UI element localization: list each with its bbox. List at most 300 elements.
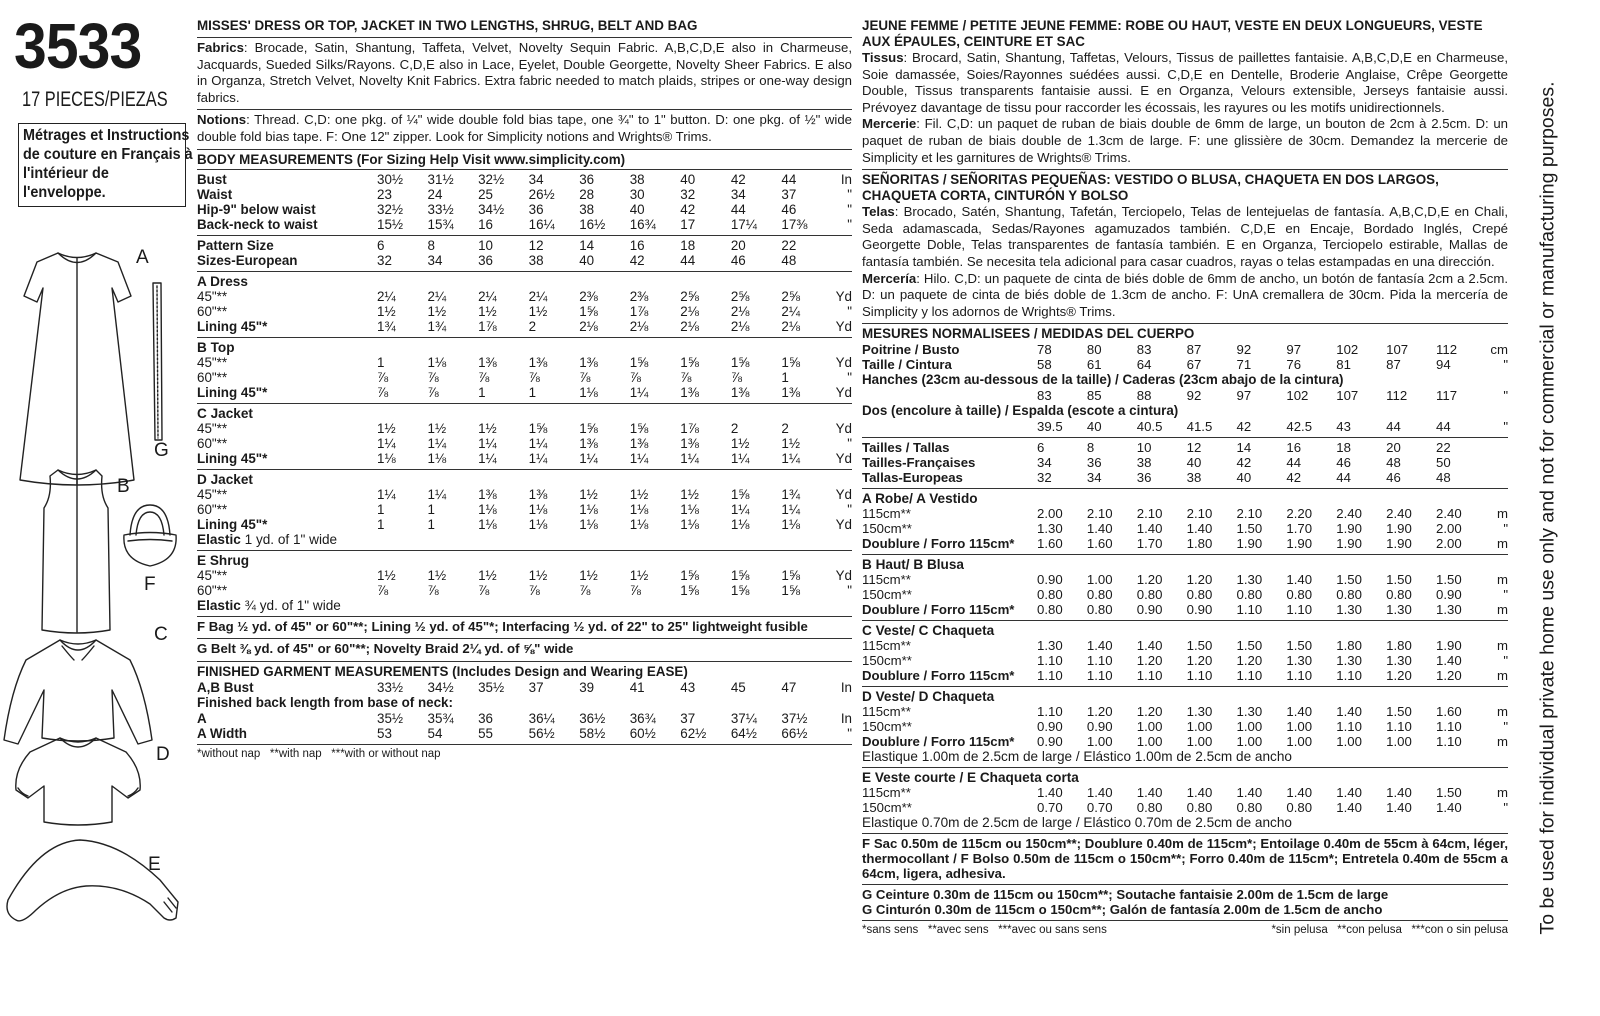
cell-value: 36 [528, 201, 544, 217]
cell-value: 28 [579, 186, 595, 202]
cell-value: 46 [1336, 455, 1351, 471]
metric-yardage-table [862, 506, 1508, 551]
cell-value: 48 [1386, 455, 1401, 471]
cell-value: 1½ [478, 420, 497, 436]
footnote-es: *sin pelusa **con pelusa ***con o sin pelusa [1271, 924, 1508, 937]
cell-value: 1¼ [629, 384, 649, 400]
cell-value: 0.80 [1037, 602, 1063, 618]
cell-value: 1.80 [1336, 638, 1362, 654]
cell-value: 39.5 [1037, 419, 1063, 435]
yardage-table [197, 355, 852, 400]
unit: m [1497, 536, 1508, 552]
cell-value: 1.10 [1436, 734, 1462, 750]
cell-value: 36¾ [629, 710, 656, 726]
cell-value: 0.80 [1236, 800, 1263, 816]
yardage-table [197, 568, 852, 598]
merceria-paragraph: Mercería: Hilo. C,D: un paquete de cinta de biés doble de 6mm de ancho, un botón de fantasía 2cm a 2.5cm. D: un paquete de cinta de biés doble de 1.3cm de ancho. F: UnA cremallera de 30cm. Pida la mercería de Simplicity y los adornos de Wrights® Trims. [862, 270, 1508, 319]
row-label: 45"** [197, 354, 228, 370]
row-label: Sizes-European [197, 252, 298, 268]
cell-value: 0.80 [1186, 587, 1213, 603]
jacket-d-sketch [16, 738, 140, 825]
table-row [197, 502, 852, 517]
cell-value: 1.00 [1336, 734, 1362, 750]
cell-value: 1 [427, 501, 435, 517]
unit: " [1503, 800, 1508, 816]
unit: In [840, 710, 852, 726]
cell-value: 1.40 [1186, 785, 1213, 801]
metric-yardage-extra: Elastique 0.70m de 2.5cm de large / Elástico 0.70m de 2.5cm de ancho [862, 815, 1292, 831]
french-box-line: de couture en Français à [23, 146, 193, 163]
table-row [197, 217, 852, 232]
cell-value: 2⅛ [579, 318, 598, 334]
cell-value: 1.90 [1436, 638, 1462, 654]
cell-value: 58½ [579, 725, 606, 741]
cell-value: 1½ [680, 486, 699, 502]
cell-value: 1½ [781, 435, 800, 451]
back-title: Dos (encolure à taille) / Espalda (escote a cintura) [862, 403, 1179, 419]
cell-value: 15½ [377, 216, 404, 232]
row-label: Tailles / Tallas [862, 440, 950, 456]
metric-yardage-extra: Elastique 1.00m de 2.5cm de large / Elástico 1.00m de 2.5cm de ancho [862, 749, 1292, 765]
cell-value: 31½ [427, 171, 454, 187]
cell-value: 0.90 [1136, 602, 1163, 618]
tissus-paragraph: Tissus: Brocard, Satin, Shantung, Taffetas, Velours, Tissus de paillettes fantaisie. A,B,C,D,E en Charmeuse, Soie damassée, Soies/Rayonnes suédées aussi. C,D,E en Dentelle, Broderie Anglaise, Crêpe Georgette Double, Tissus transparents fantaisie aussi. E en Organza, Velours extensible, Jerseys fantaisie aussi. Prévoyez davantage de tissu pour raccorder les écossais, les rayures ou les motifs unidirectionnels. [862, 50, 1508, 115]
cell-value: 34½ [478, 201, 505, 217]
cell-value: 71 [1236, 357, 1252, 373]
table-row [862, 734, 1508, 749]
cell-value: 1¼ [377, 435, 396, 451]
cell-value: 2⅛ [730, 318, 750, 334]
cell-value: 1.50 [1436, 572, 1462, 588]
cell-value: 24 [427, 186, 443, 202]
row-label: A,B Bust [197, 679, 254, 695]
row-label: 45"** [197, 486, 228, 502]
row-label: 60"** [197, 303, 228, 319]
cell-value: 1.50 [1236, 638, 1263, 654]
cell-value: 16 [478, 216, 493, 232]
table-row [197, 583, 852, 598]
metric-yardage-section [862, 488, 1508, 830]
cell-value: 16¾ [629, 216, 656, 232]
unit: " [847, 725, 852, 741]
cell-value: 1.50 [1186, 638, 1213, 654]
cell-value: 1½ [629, 567, 649, 583]
cell-value: 1.40 [1286, 704, 1313, 720]
unit: In [840, 171, 852, 187]
row-label: 150cm** [862, 587, 912, 603]
cell-value: 48 [781, 252, 797, 268]
cell-value: 1.00 [1086, 572, 1113, 588]
cell-value: 1.90 [1236, 536, 1263, 552]
cell-value: 1.90 [1286, 536, 1313, 552]
cell-value: 10 [478, 237, 493, 253]
cell-value: 1⅜ [579, 354, 598, 370]
cell-value: 102 [1286, 388, 1309, 404]
cell-value: 1.30 [1336, 653, 1362, 669]
usage-notice-text: To be used for individual private home use only and not for commercial or manufacturing purposes. [1536, 81, 1559, 935]
cell-value: 36¼ [528, 710, 555, 726]
row-label: Lining 45"* [197, 450, 268, 466]
cell-value: 1.40 [1086, 521, 1113, 537]
table-row [197, 726, 852, 741]
english-column [197, 18, 852, 760]
table-row [197, 238, 852, 253]
cell-value: 78 [1037, 342, 1052, 358]
unit: " [1503, 357, 1508, 373]
table-row [862, 357, 1508, 372]
cell-value: 2.00 [1436, 536, 1462, 552]
cell-value: 1¼ [377, 486, 396, 502]
table-row [862, 572, 1508, 587]
unit: " [847, 501, 852, 517]
cell-value: 1.50 [1436, 785, 1462, 801]
cell-value: 20 [1386, 440, 1401, 456]
cell-value: 40 [1186, 455, 1202, 471]
table-row [862, 521, 1508, 536]
cell-value: 1.30 [1186, 704, 1213, 720]
cell-value: 76 [1286, 357, 1302, 373]
cell-value: 2 [781, 420, 789, 436]
cell-value: 12 [1186, 440, 1202, 456]
cell-value: 46 [1386, 470, 1401, 486]
cell-value: 1.30 [1386, 653, 1412, 669]
cell-value: 107 [1386, 342, 1409, 358]
row-label: 60"** [197, 582, 228, 598]
cell-value: 32 [680, 186, 696, 202]
cell-value: 40 [1086, 419, 1102, 435]
cell-value: 1 [377, 516, 385, 532]
cell-value: 1⅝ [579, 303, 598, 319]
cell-value: 37 [781, 186, 797, 202]
metric-yardage-view-title: A Robe/ A Vestido [862, 491, 978, 507]
cell-value: 1.40 [1286, 785, 1313, 801]
cell-value: 2 [730, 420, 739, 436]
cell-value: 1.60 [1436, 704, 1462, 720]
cell-value: 34 [1037, 455, 1052, 471]
cell-value: 0.90 [1037, 719, 1063, 735]
row-label: Doublure / Forro 115cm* [862, 734, 1015, 750]
row-label [862, 419, 1037, 434]
cell-value: 40 [629, 201, 645, 217]
cell-value: 112 [1386, 388, 1408, 404]
cell-value: 1⅛ [528, 501, 548, 517]
row-label: Tailles-Françaises [862, 455, 976, 471]
cell-value: 1.00 [1136, 719, 1163, 735]
cell-value: 1.90 [1386, 536, 1412, 552]
cell-value: 32½ [377, 201, 404, 217]
cell-value: 2.20 [1286, 506, 1313, 522]
cell-value: 17 [680, 216, 696, 232]
table-row [197, 187, 852, 202]
cell-value: 1.00 [1286, 734, 1313, 750]
cell-value: 1.00 [1186, 734, 1213, 750]
cell-value: 1.90 [1386, 521, 1412, 537]
cell-value: 1 [478, 384, 486, 400]
cell-value: 1.20 [1386, 668, 1412, 684]
cell-value: 1⅜ [781, 384, 800, 400]
unit: Yd [835, 450, 852, 466]
cell-value: 1⅞ [629, 303, 649, 319]
cell-value: 35½ [478, 679, 505, 695]
row-label: 60"** [197, 501, 228, 517]
unit: Yd [835, 288, 852, 304]
cell-value: 40 [680, 171, 696, 187]
unit: Yd [835, 354, 852, 370]
table-row [197, 253, 852, 268]
cell-value: 1¼ [781, 450, 800, 466]
row-label: Lining 45"* [197, 318, 268, 334]
cell-value: ⅞ [579, 582, 591, 598]
cell-value: 1⅝ [629, 420, 649, 436]
unit: m [1497, 704, 1508, 720]
cell-value: 1.10 [1436, 719, 1462, 735]
cell-value: 34 [730, 186, 746, 202]
unit: " [1503, 419, 1508, 435]
cell-value: 1.60 [1037, 536, 1063, 552]
cell-value: 55 [478, 725, 493, 741]
cell-value: 50 [1436, 455, 1451, 471]
cell-value: 41 [629, 679, 645, 695]
cell-value: 1½ [528, 567, 548, 583]
cell-value: 2 [528, 318, 537, 334]
cell-value: 1.00 [1186, 719, 1213, 735]
cell-value: 1½ [528, 303, 548, 319]
yardage-view-title: C Jacket [197, 405, 253, 421]
cell-value: 2⅛ [680, 303, 699, 319]
cell-value: ⅞ [478, 369, 490, 385]
cell-value: 60½ [629, 725, 656, 741]
cell-value: 1⅝ [680, 354, 699, 370]
cell-value: 1.00 [1236, 719, 1263, 735]
cell-value: 1⅞ [680, 420, 699, 436]
cell-value: 1.10 [1186, 668, 1213, 684]
unit: " [1503, 587, 1508, 603]
cell-value: 2¼ [377, 288, 396, 304]
cell-value: ⅞ [528, 582, 540, 598]
cell-value: 67 [1186, 357, 1202, 373]
yardage-extra: Elastic ¾ yd. of 1" wide [197, 597, 341, 613]
cell-value: 1¼ [427, 435, 447, 451]
cell-value: 1 [377, 354, 385, 370]
jacket-c-sketch [4, 640, 152, 744]
unit [1486, 440, 1508, 455]
finished-length-table [197, 711, 852, 741]
cell-value: 1⅛ [377, 450, 396, 466]
table-row [197, 711, 852, 726]
cell-value: 1⅝ [730, 567, 750, 583]
cell-value: 1.10 [1336, 668, 1362, 684]
row-label: 115cm** [862, 704, 911, 720]
row-label: Doublure / Forro 115cm* [862, 602, 1015, 618]
table-row [197, 451, 852, 466]
cell-value: 1¼ [427, 486, 447, 502]
cell-value: 1.20 [1136, 653, 1163, 669]
cell-value: 1 [427, 516, 435, 532]
body-measurements-title: BODY MEASUREMENTS (For Sizing Help Visit www.simplicity.com) [197, 151, 626, 167]
metric-back-table [862, 419, 1508, 434]
cell-value: 1⅝ [579, 420, 598, 436]
table-row [862, 668, 1508, 683]
cell-value: 1.80 [1386, 638, 1412, 654]
table-row [862, 719, 1508, 734]
cell-value: 1.40 [1386, 800, 1412, 816]
cell-value: 1⅜ [579, 435, 598, 451]
yardage-view-title: E Shrug [197, 552, 250, 568]
telas-paragraph: Telas: Brocado, Satén, Shantung, Tafetán, Terciopelo, Telas de lentejuelas de fantasía. A,B,C,D,E en Chali, Seda adamascada, Sedas/Rayones agamuzados también. C,D,E en Encaje, Bordado Inglés, Crepé Georgette Doble, Telas transparentes de fantasía también. E en Organza, Terciopelo estirable, Mallas de fantasía también. Se necesita tela adicional para casar cuadros, rayas o telas estampadas en una dirección. [862, 204, 1508, 269]
table-row [862, 638, 1508, 653]
cell-value: 1⅛ [579, 384, 598, 400]
cell-value: 1.20 [1186, 572, 1213, 588]
cell-value: ⅞ [427, 582, 439, 598]
hip-title: Hanches (23cm au-dessous de la taille) / Caderas (23cm abajo de la cintura) [862, 372, 1344, 388]
cell-value: 0.80 [1236, 587, 1263, 603]
body-measurements-table [197, 172, 852, 232]
unit: " [1503, 388, 1508, 404]
cell-value: 1⅛ [579, 501, 598, 517]
cell-value: ⅞ [730, 369, 742, 385]
metric-size-table [862, 440, 1508, 485]
unit [1486, 470, 1508, 485]
cell-value: 1⅜ [478, 486, 497, 502]
cell-value: 43 [1336, 419, 1351, 435]
cell-value: 47 [781, 679, 797, 695]
cell-value: 41.5 [1186, 419, 1213, 435]
cell-value: 1.40 [1336, 704, 1362, 720]
cell-value: 1.30 [1037, 521, 1063, 537]
cell-value: 1⅝ [781, 354, 800, 370]
cell-value: 1.60 [1086, 536, 1113, 552]
cell-value: 10 [1136, 440, 1152, 456]
cell-value: 1.10 [1086, 668, 1113, 684]
cell-value: 2.00 [1436, 521, 1462, 537]
cell-value: 16 [629, 237, 645, 253]
row-label: 45"** [197, 567, 228, 583]
row-label: Tallas-Europeas [862, 470, 963, 486]
unit: m [1497, 602, 1508, 618]
cell-value: 1.70 [1286, 521, 1313, 537]
cell-value: 35¾ [427, 710, 454, 726]
table-row [862, 388, 1508, 403]
cell-value: 33½ [377, 679, 404, 695]
yardage-table [197, 421, 852, 466]
cell-value: 1¾ [377, 318, 396, 334]
cell-value: 0.90 [1086, 719, 1113, 735]
row-label: Pattern Size [197, 237, 274, 253]
unit: Yd [835, 516, 852, 532]
cell-value: 1.20 [1136, 704, 1163, 720]
cell-value: 1½ [629, 486, 649, 502]
cell-value: 16 [1286, 440, 1302, 456]
cell-value: 112 [1436, 342, 1458, 358]
unit: " [1503, 653, 1508, 669]
cell-value: 53 [377, 725, 392, 741]
cell-value: 1.40 [1136, 638, 1163, 654]
cell-value: 1½ [377, 567, 396, 583]
cell-value: 34½ [427, 679, 454, 695]
cell-value: 1½ [427, 303, 447, 319]
cell-value: 1⅛ [680, 501, 699, 517]
cell-value: 38 [629, 171, 645, 187]
cell-value: 8 [1086, 440, 1095, 456]
cell-value: ⅞ [377, 384, 389, 400]
cell-value: 1¼ [478, 450, 497, 466]
cell-value: 1.80 [1186, 536, 1213, 552]
yardage-view-title: B Top [197, 339, 235, 355]
cell-value: 16¼ [528, 216, 555, 232]
cell-value: ⅞ [377, 582, 389, 598]
cell-value: 1⅝ [629, 354, 649, 370]
cell-value: 1⅛ [629, 501, 649, 517]
cell-value: 36 [1136, 470, 1152, 486]
cell-value: 2¼ [528, 288, 548, 304]
row-label: 60"** [197, 369, 228, 385]
row-label: A [197, 710, 207, 726]
cell-value: 30½ [377, 171, 404, 187]
bag-yardage: F Bag ½ yd. of 45" or 60"**; Lining ½ yd. of 45"*; Interfacing ½ yd. of 22" to 25" lightweight fusible [197, 618, 808, 634]
cell-value: 0.90 [1037, 572, 1063, 588]
cell-value: 34 [427, 252, 443, 268]
cell-value: 42 [1236, 455, 1252, 471]
cell-value: 45 [730, 679, 746, 695]
row-label: Poitrine / Busto [862, 342, 960, 358]
fabrics-paragraph: Fabrics: Brocade, Satin, Shantung, Taffeta, Velvet, Novelty Sequin Fabric. A,B,C,D,E also in Charmeuse, Jacquards, Sueded Silks/Rayons. C,D,E also in Lace, Eyelet, Double Georgette, Novelty Sheer Fabrics. E also in Organza, Stretch Velvet, Novelty Knit Fabrics. Extra fabric needed to match plaids, stripes or one-way design fabrics. [197, 40, 852, 105]
cell-value: 33½ [427, 201, 454, 217]
cell-value: 83 [1037, 388, 1052, 404]
cell-value: 34 [1086, 470, 1102, 486]
cell-value: 44 [730, 201, 746, 217]
table-row [197, 385, 852, 400]
cell-value: 0.80 [1086, 602, 1113, 618]
table-row [197, 487, 852, 502]
cell-value: 1¼ [528, 435, 548, 451]
cell-value: ⅞ [427, 384, 439, 400]
cell-value: 14 [579, 237, 595, 253]
cell-value: 1¼ [680, 450, 699, 466]
row-label [862, 388, 1037, 403]
finished-measurements-title: FINISHED GARMENT MEASUREMENTS (Includes Design and Wearing EASE) [197, 663, 688, 679]
cell-value: 0.80 [1286, 800, 1313, 816]
cell-value: 2⅛ [629, 318, 649, 334]
metric-belt-yardage-fr: G Ceinture 0.30m de 115cm ou 150cm**; Soutache fantaisie 2.00m de 1.5cm de large [862, 887, 1389, 903]
cell-value: 1¾ [427, 318, 447, 334]
table-row [197, 421, 852, 436]
view-label-d: D [156, 744, 170, 765]
cell-value: 1.50 [1386, 572, 1412, 588]
yardage-section [197, 271, 852, 613]
cell-value: 44 [1286, 455, 1302, 471]
row-label: Bust [197, 171, 227, 187]
cell-value: 1⅛ [730, 516, 750, 532]
cell-value: 1.40 [1336, 785, 1362, 801]
cell-value: 1⅛ [478, 501, 497, 517]
cell-value: 42 [730, 171, 746, 187]
unit: Yd [835, 567, 852, 583]
cell-value: 2.10 [1236, 506, 1263, 522]
cell-value: 0.90 [1186, 602, 1213, 618]
cell-value: 1.30 [1336, 602, 1362, 618]
unit: " [847, 186, 852, 202]
cell-value: 88 [1136, 388, 1152, 404]
cell-value: 1.10 [1336, 719, 1362, 735]
row-label: 115cm** [862, 785, 911, 801]
cell-value: 20 [730, 237, 746, 253]
yardage-table [197, 289, 852, 334]
cell-value: 1 [377, 501, 385, 517]
unit: m [1497, 572, 1508, 588]
cell-value: 36 [478, 710, 493, 726]
cell-value: 1.00 [1386, 734, 1412, 750]
cell-value: 37½ [781, 710, 808, 726]
